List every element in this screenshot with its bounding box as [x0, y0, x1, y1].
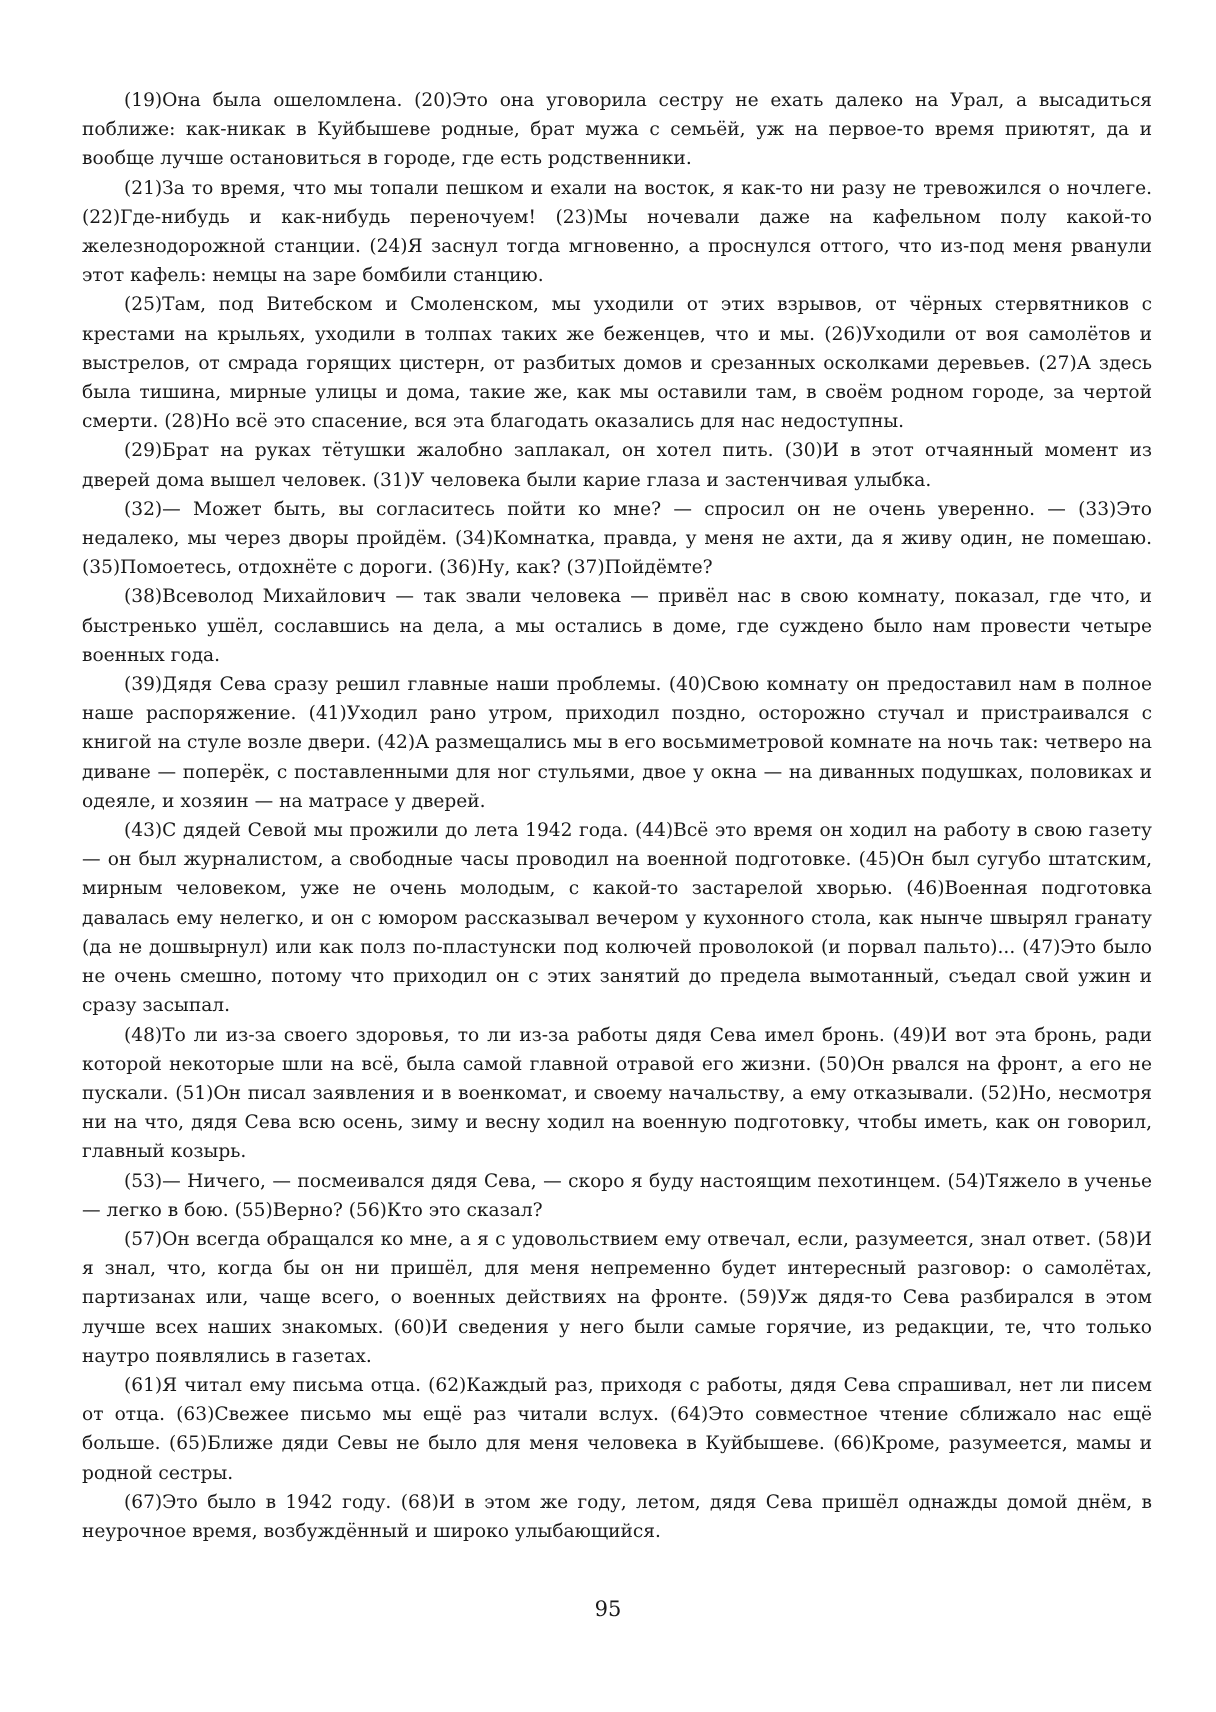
paragraph-39: (39)Дядя Сева сразу решил главные наши проблемы. (40)Свою комнату он предоставил нам в полное наше распоряжение. (41)Уходил рано утром, приходил поздно, осторожно стучал и пристраивался с книгой на стуле возле двери. (42)А размещались мы в его восьмиметровой комнате на ночь так: четверо на диване — поперёк, с поставленными для ног стульями, двое у окна — на диванных подушках, половиках и одеяле, и хозяин — на матрасе у дверей.: [82, 674, 1152, 812]
paragraph-43: (43)С дядей Севой мы прожили до лета 1942 года. (44)Всё это время он ходил на работу в свою газету — он был журналистом, а свободные часы проводил на военной подготовке. (45)Он был сугубо штатским, мирным человеком, уже не очень молодым, с какой-то застарелой хворью. (46)Военная подготовка давалась ему нелегко, и он с юмором рассказывал вечером у кухонного стола, как нынче швырял гранату (да не дошвырнул) или как полз по-пластунски под колючей проволокой (и порвал пальто)... (47)Это было не очень смешно, потому что приходил он с этих занятий до предела вымотанный, съедал свой ужин и сразу засыпал.: [82, 820, 1152, 1017]
paragraph-25: (25)Там, под Витебском и Смоленском, мы уходили от этих взрывов, от чёрных стервятников с крестами на крыльях, уходили в толпах таких же беженцев, что и мы. (26)Уходили от воя самолётов и выстрелов, от смрада горящих цистерн, от разбитых домов и срезанных осколками деревьев. (27)А здесь была тишина, мирные улицы и дома, такие же, как мы оставили там, в своём родном городе, за чертой смерти. (28)Но всё это спасение, вся эта благодать оказались для нас недоступны.: [82, 294, 1152, 433]
paragraph-32: (32)— Может быть, вы согласитесь пойти ко мне? — спросил он не очень уверенно. — (33)Это недалеко, мы через дворы пройдём. (34)Комнатка, правда, у меня не ахти, да я живу один, не помешаю. (35)Помоетесь, отдохнёте с дороги. (36)Ну, как? (37)Пойдёмте?: [82, 498, 1152, 579]
paragraph-21: (21)За то время, что мы топали пешком и ехали на восток, я как-то ни разу не тревожился о ночлеге. (22)Где-нибудь и как-нибудь переночуем! (23)Мы ночевали даже на кафельном полу какой-то железнодорожной станции. (24)Я заснул тогда мгновенно, а проснулся оттого, что из-под меня рванули этот кафель: немцы на заре бомбили станцию.: [82, 177, 1152, 287]
paragraph-61: (61)Я читал ему письма отца. (62)Каждый раз, приходя с работы, дядя Сева спрашивал, нет ли писем от отца. (63)Свежее письмо мы ещё раз читали вслух. (64)Это совместное чтение сближало нас ещё больше. (65)Ближе дяди Севы не было для меня человека в Куйбышеве. (66)Кроме, разумеется, мамы и родной сестры.: [82, 1374, 1152, 1484]
paragraph-67: (67)Это было в 1942 году. (68)И в этом же году, летом, дядя Сева пришёл однажды домой днём, в неурочное время, возбуждённый и широко улыбающийся.: [82, 1491, 1152, 1542]
paragraph-38: (38)Всеволод Михайлович — так звали человека — привёл нас в свою комнату, показал, где что, и быстренько ушёл, сославшись на дела, а мы остались в доме, где суждено было нам провести четыре военных года.: [82, 586, 1152, 666]
page-number: 95: [594, 1597, 622, 1621]
paragraph-19: (19)Она была ошеломлена. (20)Это она уговорила сестру не ехать далеко на Урал, а высадиться поближе: как-никак в Куйбышеве родные, брат мужа с семьёй, уж на первое-то время приютят, да и вообще лучше остановиться в городе, где есть родственники.: [82, 90, 1152, 170]
paragraph-53: (53)— Ничего, — посмеивался дядя Сева, — скоро я буду настоящим пехотинцем. (54)Тяжело в ученье — легко в бою. (55)Верно? (56)Кто это сказал?: [82, 1170, 1152, 1221]
paragraph-48: (48)То ли из-за своего здоровья, то ли из-за работы дядя Сева имел бронь. (49)И вот эта бронь, ради которой некоторые шли на всё, была самой главной отравой его жизни. (50)Он рвался на фронт, а его не пускали. (51)Он писал заявления и в военкомат, и своему начальству, а ему отказывали. (52)Но, несмотря ни на что, дядя Сева всю осень, зиму и весну ходил на военную подготовку, чтобы иметь, как он говорил, главный козырь.: [82, 1024, 1152, 1163]
paragraph-57: (57)Он всегда обращался ко мне, а я с удовольствием ему отвечал, если, разумеется, знал ответ. (58)И я знал, что, когда бы он ни пришёл, для меня непременно будет интересный разговор: о самолётах, партизанах или, чаще всего, о военных действиях на фронте. (59)Уж дядя-то Сева разбирался в этом лучше всех наших знакомых. (60)И сведения у него были самые горячие, из редакции, те, что только наутро появлялись в газетах.: [82, 1228, 1152, 1367]
paragraph-29: (29)Брат на руках тётушки жалобно заплакал, он хотел пить. (30)И в этот отчаянный момент из дверей дома вышел человек. (31)У человека были карие глаза и застенчивая улыбка.: [82, 440, 1152, 491]
text-body: [82, 86, 1152, 1546]
